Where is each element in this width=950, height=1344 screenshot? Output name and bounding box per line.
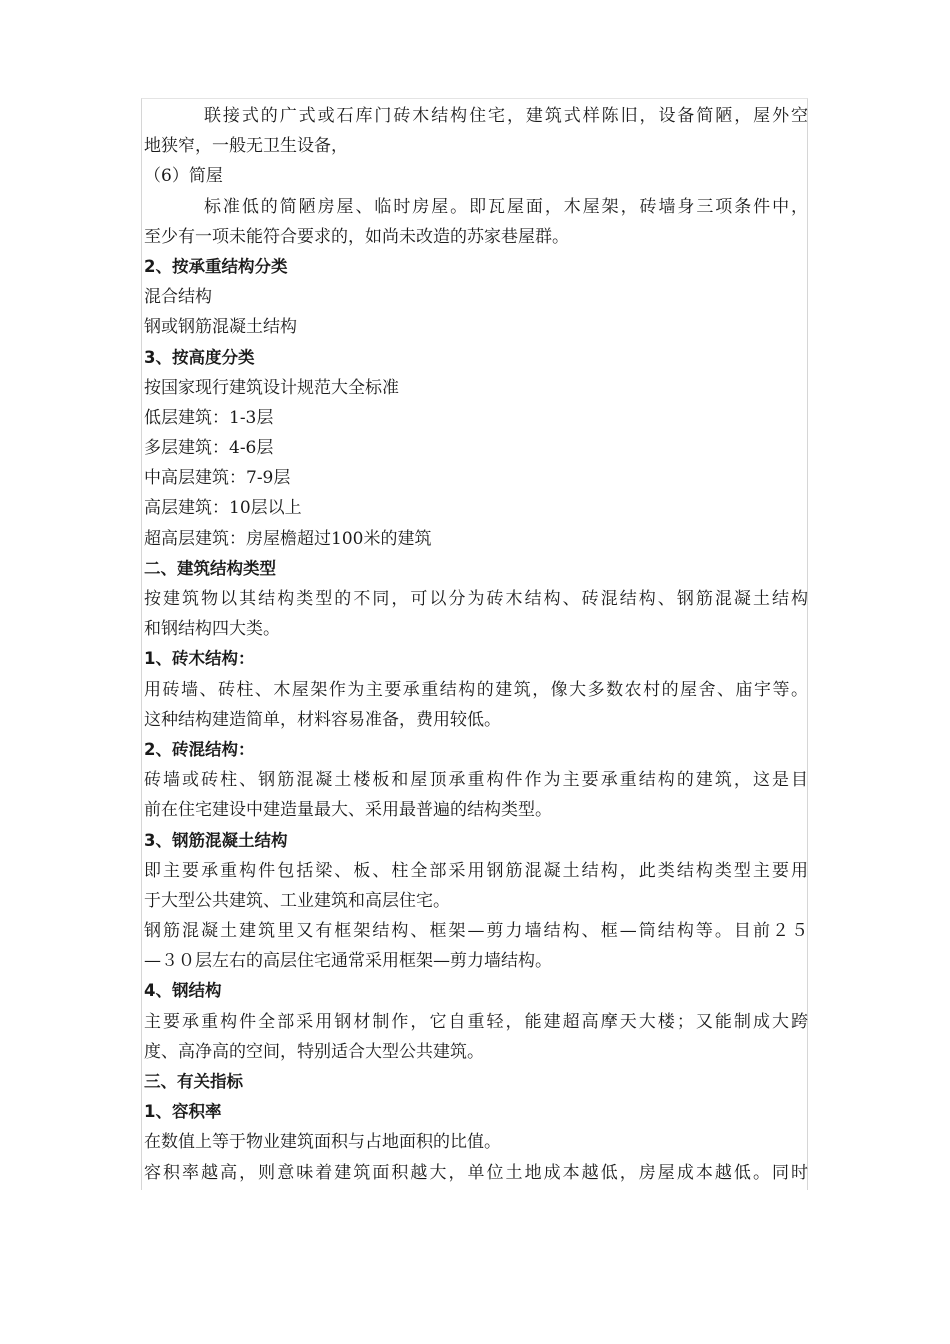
- text-line: 于大型公共建筑、工业建筑和高层住宅。: [144, 890, 450, 911]
- text-line: 钢筋混凝土建筑里又有框架结构、框架—剪力墙结构、框—筒结构等。目前２５: [144, 921, 808, 942]
- text-line: 地狭窄，一般无卫生设备，: [144, 136, 348, 157]
- text-line: 在数值上等于物业建筑面积与占地面积的比值。: [144, 1132, 501, 1153]
- section-heading: 4、钢结构: [144, 981, 222, 1001]
- text-line: 混合结构: [144, 287, 212, 308]
- text-line: 用砖墙、砖柱、木屋架作为主要承重结构的建筑，像大多数农村的屋舍、庙宇等。: [144, 679, 808, 700]
- section-heading: 2、按承重结构分类: [144, 256, 288, 276]
- text-line: 低层建筑：1-3层: [144, 407, 274, 428]
- text-line: 前在住宅建设中建造量最大、采用最普遍的结构类型。: [144, 800, 552, 821]
- text-line: 主要承重构件全部采用钢材制作，它自重轻，能建超高摩天大楼；又能制成大跨: [144, 1011, 808, 1032]
- text-line: 钢或钢筋混凝土结构: [144, 317, 297, 338]
- text-line: 标准低的简陋房屋、临时房屋。即瓦屋面，木屋架，砖墙身三项条件中，: [204, 196, 808, 217]
- text-line: 容积率越高，则意味着建筑面积越大，单位土地成本越低，房屋成本越低。同时: [144, 1162, 808, 1183]
- section-heading: 1、容积率: [144, 1102, 222, 1122]
- text-line: —３０层左右的高层住宅通常采用框架—剪力墙结构。: [144, 951, 552, 972]
- text-line: 度、高净高的空间，特别适合大型公共建筑。: [144, 1041, 484, 1062]
- text-line: （6）简屋: [144, 166, 223, 187]
- text-line: 中高层建筑：7-9层: [144, 468, 291, 489]
- text-line: 至少有一项未能符合要求的，如尚未改造的苏家巷屋群。: [144, 226, 569, 247]
- text-line: 这种结构建造简单，材料容易准备，费用较低。: [144, 709, 501, 730]
- section-heading: 1、砖木结构：: [144, 649, 255, 669]
- document-body: [144, 101, 808, 1188]
- section-heading: 3、按高度分类: [144, 347, 255, 367]
- section-heading: 2、砖混结构：: [144, 739, 255, 759]
- text-line: 高层建筑：10层以上: [144, 498, 302, 519]
- text-line: 即主要承重构件包括梁、板、柱全部采用钢筋混凝土结构，此类结构类型主要用: [144, 860, 808, 881]
- text-line: 砖墙或砖柱、钢筋混凝土楼板和屋顶承重构件作为主要承重结构的建筑，这是目: [144, 770, 808, 791]
- section-heading: 3、钢筋混凝土结构: [144, 830, 288, 850]
- text-line: 按国家现行建筑设计规范大全标准: [144, 377, 399, 398]
- text-line: 和钢结构四大类。: [144, 619, 280, 640]
- text-line: 超高层建筑：房屋檐超过100米的建筑: [144, 528, 432, 549]
- text-line: 按建筑物以其结构类型的不同，可以分为砖木结构、砖混结构、钢筋混凝土结构: [144, 589, 808, 609]
- section-heading: 二、建筑结构类型: [144, 558, 276, 578]
- text-line: 多层建筑：4-6层: [144, 438, 274, 459]
- section-heading: 三、有关指标: [144, 1072, 243, 1091]
- text-line: 联接式的广式或石库门砖木结构住宅，建筑式样陈旧，设备简陋，屋外空: [204, 106, 808, 126]
